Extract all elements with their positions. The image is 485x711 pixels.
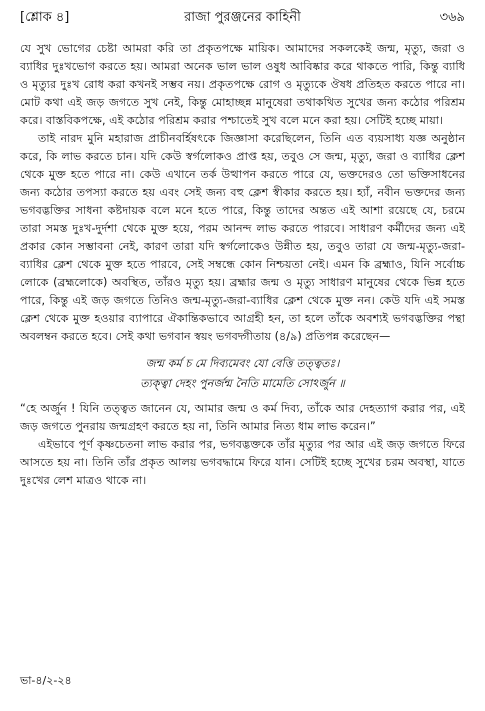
verse-line-1: জন্ম কর্ম চ মে দিব্যমেবং যো বেত্তি তত্ত্বতঃ। xyxy=(145,357,340,370)
signature-mark: ভা-৪/২-২৪ xyxy=(20,674,72,687)
section-label: [শ্লোক ৪] xyxy=(20,10,70,25)
chapter-title: রাজা পুরঞ্জনের কাহিনী xyxy=(184,10,301,25)
paragraph-2: তাই নারদ মুনি মহারাজ প্রাচীনবর্হিষৎকে জিজ্ঞাসা করেছিলেন, তিনি এত ব্যয়সাধ্য যজ্ঞ অনুষ্ঠান করে, কি লাভ করতে চান। যদি কেউ স্বর্গলোকও প্রাপ্ত হয়, তবুও সে জন্ম, মৃত্যু, জরা ও ব্যাধির ক্লেশ থেকে মুক্ত হতে পারে না। কেউ এখানে তর্ক উত্থাপন করতে পারে যে, ভক্তদেরও তো ভক্তিসাধনের জন্য কঠোর তপস্যা করতে হয় এবং সেই জন্য বহু ক্লেশ স্বীকার করতে হয়। হ্যাঁ, নবীন ভক্তদের জন্য ভগবদ্ভক্তির সাধনা কষ্টদায়ক বলে মনে হতে পারে, কিন্তু তাদের অন্তত এই আশা রয়েছে যে, চরমে তারা সমস্ত দুঃখ-দুর্দশা থেকে মুক্ত হয়ে, পরম আনন্দ লাভ করতে পারবে। সাধারণ কর্মীদের জন্য এই প্রকার কোন সম্ভাবনা নেই, কারণ তারা যদি স্বর্গলোকেও উন্নীত হয়, তবুও তারা যে জন্ম-মৃত্যু-জরা-ব্যাধির ক্লেশ থেকে মুক্ত হতে পারবে, সেই সম্বন্ধে কোন নিশ্চয়তা নেই। এমন কি ব্রহ্মাও, যিনি সর্বোচ্চ লোকে (ব্রহ্মলোকে) অবস্থিত, তাঁরও মৃত্যু হয়। ব্রহ্মার জন্ম ও মৃত্যু সাধারণ মানুষের থেকে ভিন্ন হতে পারে, কিন্তু এই জড় জগতে তিনিও জন্ম-মৃত্যু-জরা-ব্যাধির ক্লেশ থেকে মুক্ত নন। কেউ যদি এই সমস্ত ক্লেশ থেকে মুক্ত হওয়ার ব্যাপারে ঐকান্তিকভাবে আগ্রহী হন, তা হলে তাঁকে অবশ্যই ভগবদ্ভক্তির পন্থা অবলম্বন করতে হবে। সেই কথা ভগবান স্বয়ং ভগবদ্গীতায় (৪/৯) প্রতিপন্ন করেছেন— xyxy=(20,132,465,343)
page-body xyxy=(20,40,465,490)
page-header xyxy=(20,8,465,30)
page-number: ৩৬৯ xyxy=(439,10,465,25)
closing-paragraph: এইভাবে পূর্ণ কৃষ্ণচেতনা লাভ করার পর, ভগবদ্ভক্তকে তাঁর মৃত্যুর পর আর এই জড় জগতে ফিরে আসতে হয় না। তিনি তাঁর প্রকৃত আলয় ভগবদ্ধামে ফিরে যান। সেটিই হচ্ছে সুখের চরম অবস্থা, যাতে দুঃখের লেশ মাত্রও থাকে না। xyxy=(20,438,465,487)
translation-text: “হে অর্জুন ! যিনি তত্ত্বত জানেন যে, আমার জন্ম ও কর্ম দিব্য, তাঁকে আর দেহত্যাগ করার পর, এই জড় জগতে পুনরায় জন্মগ্রহণ করতে হয় না, তিনি আমার নিত্য ধাম লাভ করেন।” xyxy=(20,402,465,433)
paragraph-1: যে সুখ ভোগের চেষ্টা আমরা করি তা প্রকৃতপক্ষে মায়িক। আমাদের সকলকেই জন্ম, মৃত্যু, জরা ও ব্যাধির দুঃখভোগ করতে হয়। আমরা অনেক ভাল ভাল ওষুধ আবিষ্কার করে থাকতে পারি, কিন্তু ব্যাধি ও মৃত্যুর দুঃখ রোধ করা কখনই সম্ভব নয়। প্রকৃতপক্ষে রোগ ও মৃত্যুকে ঔষধ প্রতিহত করতে পারে না। মোট কথা এই জড় জগতে সুখ নেই, কিন্তু মোহাচ্ছন্ন মানুষেরা তথাকথিত সুখের জন্য কঠোর পরিশ্রম করে। বাস্তবিকপক্ষে, এই কঠোর পরিশ্রম করার পশ্চাতেই সুখ বলে মনে করা হয়। সেটিই হচ্ছে মায়া। xyxy=(20,42,465,127)
verse-line-2: ত্যক্ত্বা দেহং পুনর্জন্ম নৈতি মামেতি সোঽর্জুন ॥ xyxy=(140,377,345,390)
verse-block xyxy=(20,354,465,394)
